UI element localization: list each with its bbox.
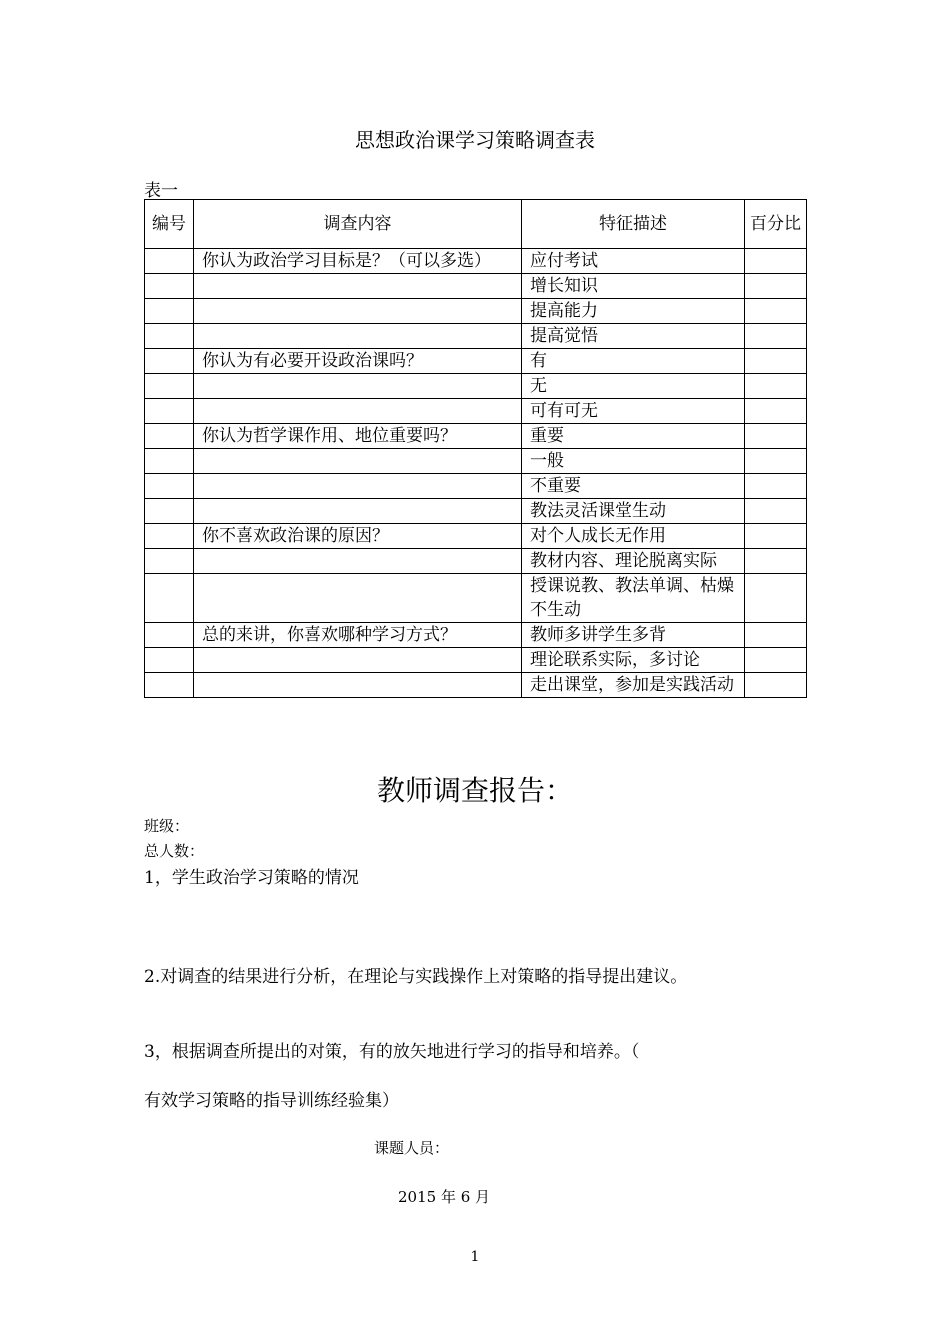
table-label: 表一 (144, 181, 178, 201)
header-desc: 特征描述 (522, 200, 745, 249)
cell-num (145, 499, 194, 524)
cell-num (145, 574, 194, 623)
report-item-3-continued: 有效学习策略的指导训练经验集） (144, 1091, 399, 1111)
table-row (145, 574, 807, 623)
cell-desc: 应付考试 (522, 249, 745, 274)
cell-content (194, 299, 522, 324)
cell-content (194, 399, 522, 424)
cell-desc: 不重要 (522, 474, 745, 499)
cell-desc: 理论联系实际，多讨论 (522, 648, 745, 673)
report-date: 2015 年 6 月 (398, 1188, 491, 1206)
cell-desc: 有 (522, 349, 745, 374)
header-content: 调查内容 (194, 200, 522, 249)
cell-desc: 走出课堂，参加是实践活动 (522, 673, 745, 698)
survey-table (144, 199, 807, 698)
cell-content: 你认为哲学课作用、地位重要吗？ (194, 424, 522, 449)
cell-pct (745, 399, 807, 424)
table-row (145, 449, 807, 474)
cell-pct (745, 349, 807, 374)
total-label: 总人数： (144, 842, 205, 860)
cell-content (194, 324, 522, 349)
cell-num (145, 449, 194, 474)
cell-content: 你认为政治学习目标是？（可以多选） (194, 249, 522, 274)
table-row (145, 324, 807, 349)
cell-pct (745, 374, 807, 399)
cell-num (145, 324, 194, 349)
cell-pct (745, 274, 807, 299)
cell-pct (745, 299, 807, 324)
cell-num (145, 249, 194, 274)
cell-content (194, 648, 522, 673)
cell-content (194, 499, 522, 524)
cell-num (145, 274, 194, 299)
header-pct: 百分比 (745, 200, 807, 249)
cell-num (145, 648, 194, 673)
document-title: 思想政治课学习策略调查表 (355, 128, 595, 152)
cell-desc: 教材内容、理论脱离实际 (522, 549, 745, 574)
cell-num (145, 524, 194, 549)
cell-desc: 提高能力 (522, 299, 745, 324)
table-row (145, 623, 807, 648)
page-number: 1 (470, 1249, 480, 1265)
report-title: 教师调查报告： (376, 774, 573, 807)
cell-num (145, 623, 194, 648)
cell-content: 你认为有必要开设政治课吗？ (194, 349, 522, 374)
cell-pct (745, 499, 807, 524)
cell-pct (745, 449, 807, 474)
table-row (145, 549, 807, 574)
cell-desc: 可有可无 (522, 399, 745, 424)
cell-num (145, 474, 194, 499)
cell-content (194, 374, 522, 399)
cell-num (145, 374, 194, 399)
cell-pct (745, 524, 807, 549)
survey-table-body (145, 249, 807, 698)
table-row (145, 474, 807, 499)
table-row (145, 374, 807, 399)
report-item-2: 2.对调查的结果进行分析，在理论与实践操作上对策略的指导提出建议。 (144, 967, 688, 987)
report-item-1: 1，学生政治学习策略的情况 (144, 868, 359, 888)
cell-desc: 提高觉悟 (522, 324, 745, 349)
table-row (145, 249, 807, 274)
table-row (145, 648, 807, 673)
cell-pct (745, 673, 807, 698)
cell-content (194, 274, 522, 299)
table-header-row (145, 200, 807, 249)
report-item-3: 3，根据调查所提出的对策，有的放矢地进行学习的指导和培养。（ (144, 1042, 640, 1062)
cell-pct (745, 474, 807, 499)
cell-num (145, 673, 194, 698)
table-row (145, 399, 807, 424)
cell-pct (745, 574, 807, 623)
cell-num (145, 549, 194, 574)
cell-num (145, 424, 194, 449)
table-row (145, 299, 807, 324)
cell-desc: 教师多讲学生多背 (522, 623, 745, 648)
cell-content: 你不喜欢政治课的原因？ (194, 524, 522, 549)
cell-desc: 一般 (522, 449, 745, 474)
cell-pct (745, 648, 807, 673)
staff-label: 课题人员： (374, 1139, 450, 1157)
cell-desc: 无 (522, 374, 745, 399)
table-row (145, 349, 807, 374)
cell-num (145, 349, 194, 374)
cell-num (145, 299, 194, 324)
table-row (145, 424, 807, 449)
cell-pct (745, 324, 807, 349)
cell-content (194, 474, 522, 499)
header-num: 编号 (145, 200, 194, 249)
cell-desc: 增长知识 (522, 274, 745, 299)
table-row (145, 274, 807, 299)
cell-desc: 重要 (522, 424, 745, 449)
cell-pct (745, 549, 807, 574)
table-row (145, 524, 807, 549)
cell-content (194, 449, 522, 474)
table-row (145, 673, 807, 698)
class-label: 班级： (144, 817, 190, 835)
cell-num (145, 399, 194, 424)
cell-pct (745, 623, 807, 648)
cell-desc: 对个人成长无作用 (522, 524, 745, 549)
cell-desc: 教法灵活课堂生动 (522, 499, 745, 524)
cell-content (194, 549, 522, 574)
cell-content (194, 673, 522, 698)
cell-content: 总的来讲，你喜欢哪种学习方式？ (194, 623, 522, 648)
cell-content (194, 574, 522, 623)
table-row (145, 499, 807, 524)
cell-desc: 授课说教、教法单调、枯燥不生动 (522, 574, 745, 623)
cell-pct (745, 249, 807, 274)
cell-pct (745, 424, 807, 449)
